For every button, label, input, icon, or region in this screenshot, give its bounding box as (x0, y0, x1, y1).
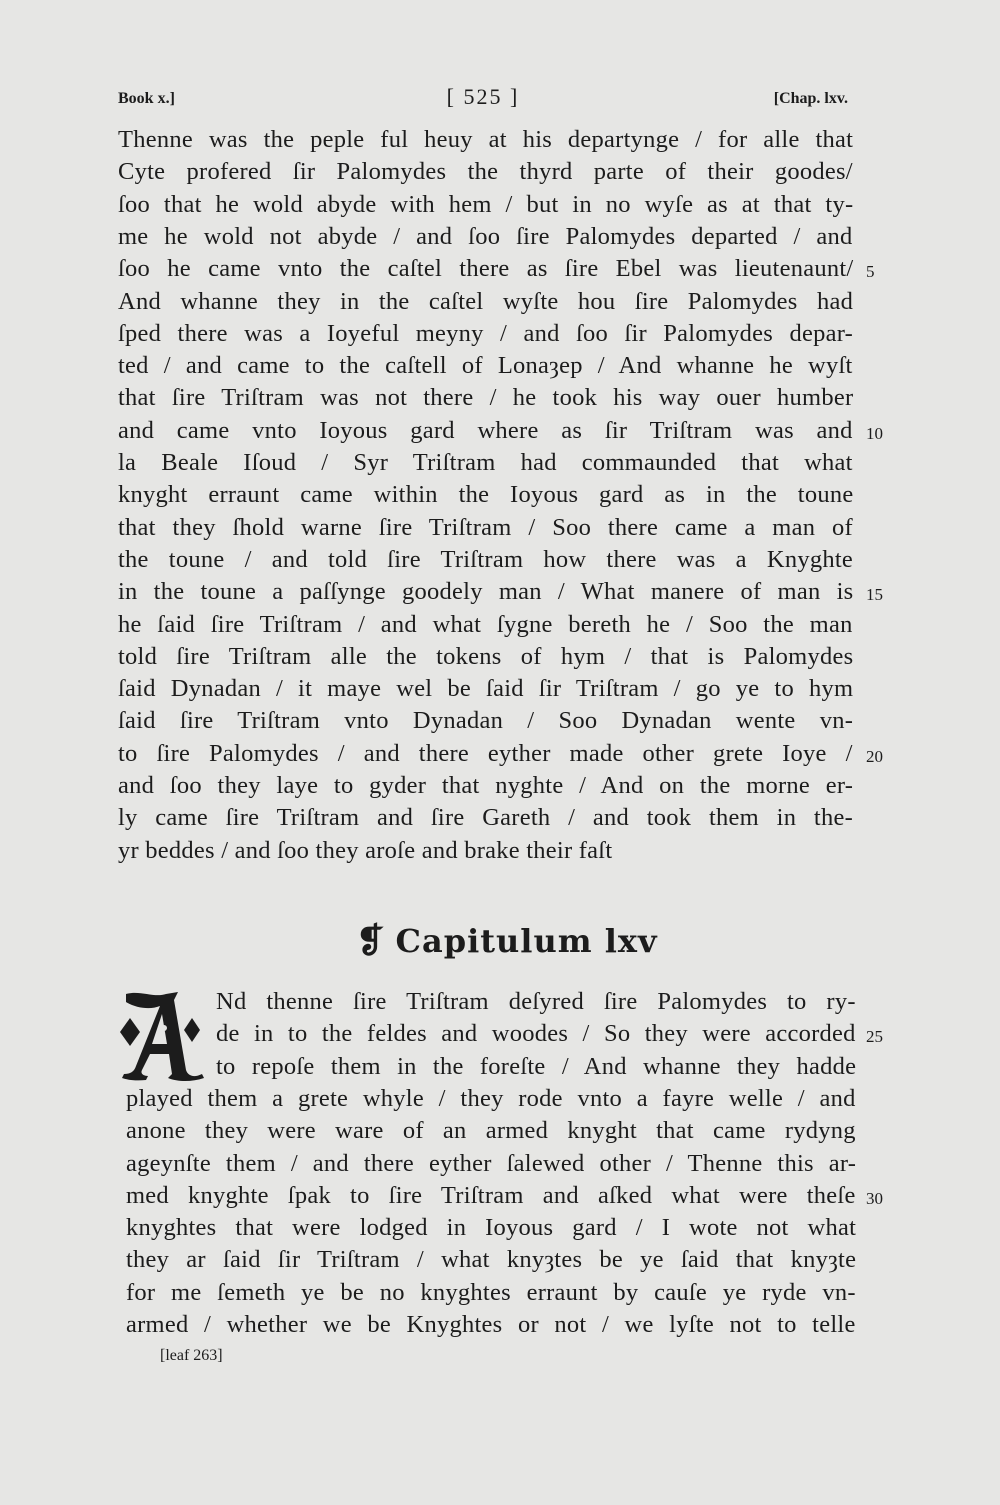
text-line: And whanne they in the caſtel wyſte hou ſire Palomydes had (118, 287, 854, 315)
text-line: ageynſte them / and there eyther ſalewed other / Thenne this ar- (126, 1149, 857, 1177)
text-line: de in to the feldes and woodes / So they were accorded (216, 1020, 856, 1048)
text-line: knyghtes that were lodged in Ioyous gard / I wote not what (126, 1214, 857, 1242)
text-line: and ſoo they laye to gyder that nyghte / And on the morne er- (118, 772, 854, 799)
pilcrow-icon: ❡ (356, 921, 386, 961)
text-line: they ar ſaid ſir Triſtram / what knyȝtes be ye ſaid that knyȝte (126, 1246, 857, 1274)
line-number: 15 (866, 585, 883, 605)
leaf-note: [leaf 263] (160, 1347, 223, 1364)
text-line: ſoo he came vnto the caſtel there as ſire Ebel was lieutenaunt/ (118, 255, 854, 283)
text-line: that ſire Triſtram was not there / he took his way ouer humber (118, 384, 854, 412)
text-line: knyght erraunt came within the Ioyous gard as in the toune (118, 481, 854, 509)
line-number: 10 (866, 423, 883, 443)
text-line: told ſire Triſtram alle the tokens of hym / that is Palomydes (118, 642, 854, 670)
text-line: he ſaid ſire Triſtram / and what ſygne bereth he / Soo the man (118, 610, 853, 638)
text-line: in the toune a paſſynge goodely man / What manere of man is (118, 578, 854, 606)
text-line: Nd thenne ſire Triſtram deſyred ſire Palomydes to ry- (216, 988, 856, 1015)
text-line: that they ſhold warne ſire Triſtram / Soo there came a man of (118, 513, 853, 541)
text-line: to repoſe them in the foreſte / And whanne they hadde (216, 1052, 857, 1080)
chapter-heading (356, 918, 658, 964)
text-line: ly came ſire Triſtram and ſire Gareth / and took them in the- (118, 804, 854, 832)
text-line: played them a grete whyle / they rode vnto a fayre welle / and (126, 1084, 856, 1112)
text-line: the toune / and told ſire Triſtram how there was a Knyghte (118, 545, 854, 573)
chapter-heading-text: Capitulum lxv (395, 922, 658, 960)
line-number: 30 (866, 1188, 883, 1208)
line-number: 5 (866, 262, 875, 282)
text-line: med knyghte ſpak to ſire Triſtram and aſked what were theſe (126, 1181, 856, 1209)
page-number: [ 525 ] (446, 84, 520, 109)
text-line: me he wold not abyde / and ſoo ſire Palomydes departed / and (118, 222, 853, 250)
dropcap-a-icon (120, 988, 210, 1082)
text-line: ſoo that he wold abyde with hem / but in no wyſe as at that ty- (118, 190, 854, 218)
text-line: Cyte profered ſir Palomydes the thyrd parte of their goodes/ (118, 158, 853, 186)
text-line: for me ſemeth ye be no knyghtes erraunt by cauſe ye ryde vn- (126, 1278, 856, 1306)
line-number: 25 (866, 1027, 883, 1047)
text-line: armed / whether we be Knyghtes or not / we lyſte not to telle (126, 1311, 856, 1338)
text-line: ted / and came to the caſtell of Lonaȝep / And whanne he wyſt (118, 352, 853, 380)
text-line: and came vnto Ioyous gard where as ſir Triſtram was and (118, 416, 853, 444)
text-line: yr beddes / and ſoo they aroſe and brake their faſt (118, 836, 613, 864)
text-line: ſaid ſire Triſtram vnto Dynadan / Soo Dynadan wente vn- (118, 707, 854, 735)
book-number: Book x.] (118, 90, 175, 107)
text-line: anone they were ware of an armed knyght that came rydyng (126, 1117, 856, 1145)
text-line: ſaid Dynadan / it maye wel be ſaid ſir Triſtram / go ye to hym (118, 675, 854, 703)
text-line: ſped there was a Ioyeful meyny / and ſoo ſir Palomydes depar- (118, 319, 854, 347)
line-number: 20 (866, 746, 883, 766)
chapter-number: [Chap. lxv. (773, 90, 848, 107)
text-line: to ſire Palomydes / and there eyther made other grete Ioye / (118, 739, 853, 767)
running-header (118, 84, 848, 114)
text-line: Thenne was the peple ful heuy at his departynge / for alle that (118, 126, 854, 153)
text-line: la Beale Iſoud / Syr Triſtram had commaunded that what (118, 449, 853, 476)
